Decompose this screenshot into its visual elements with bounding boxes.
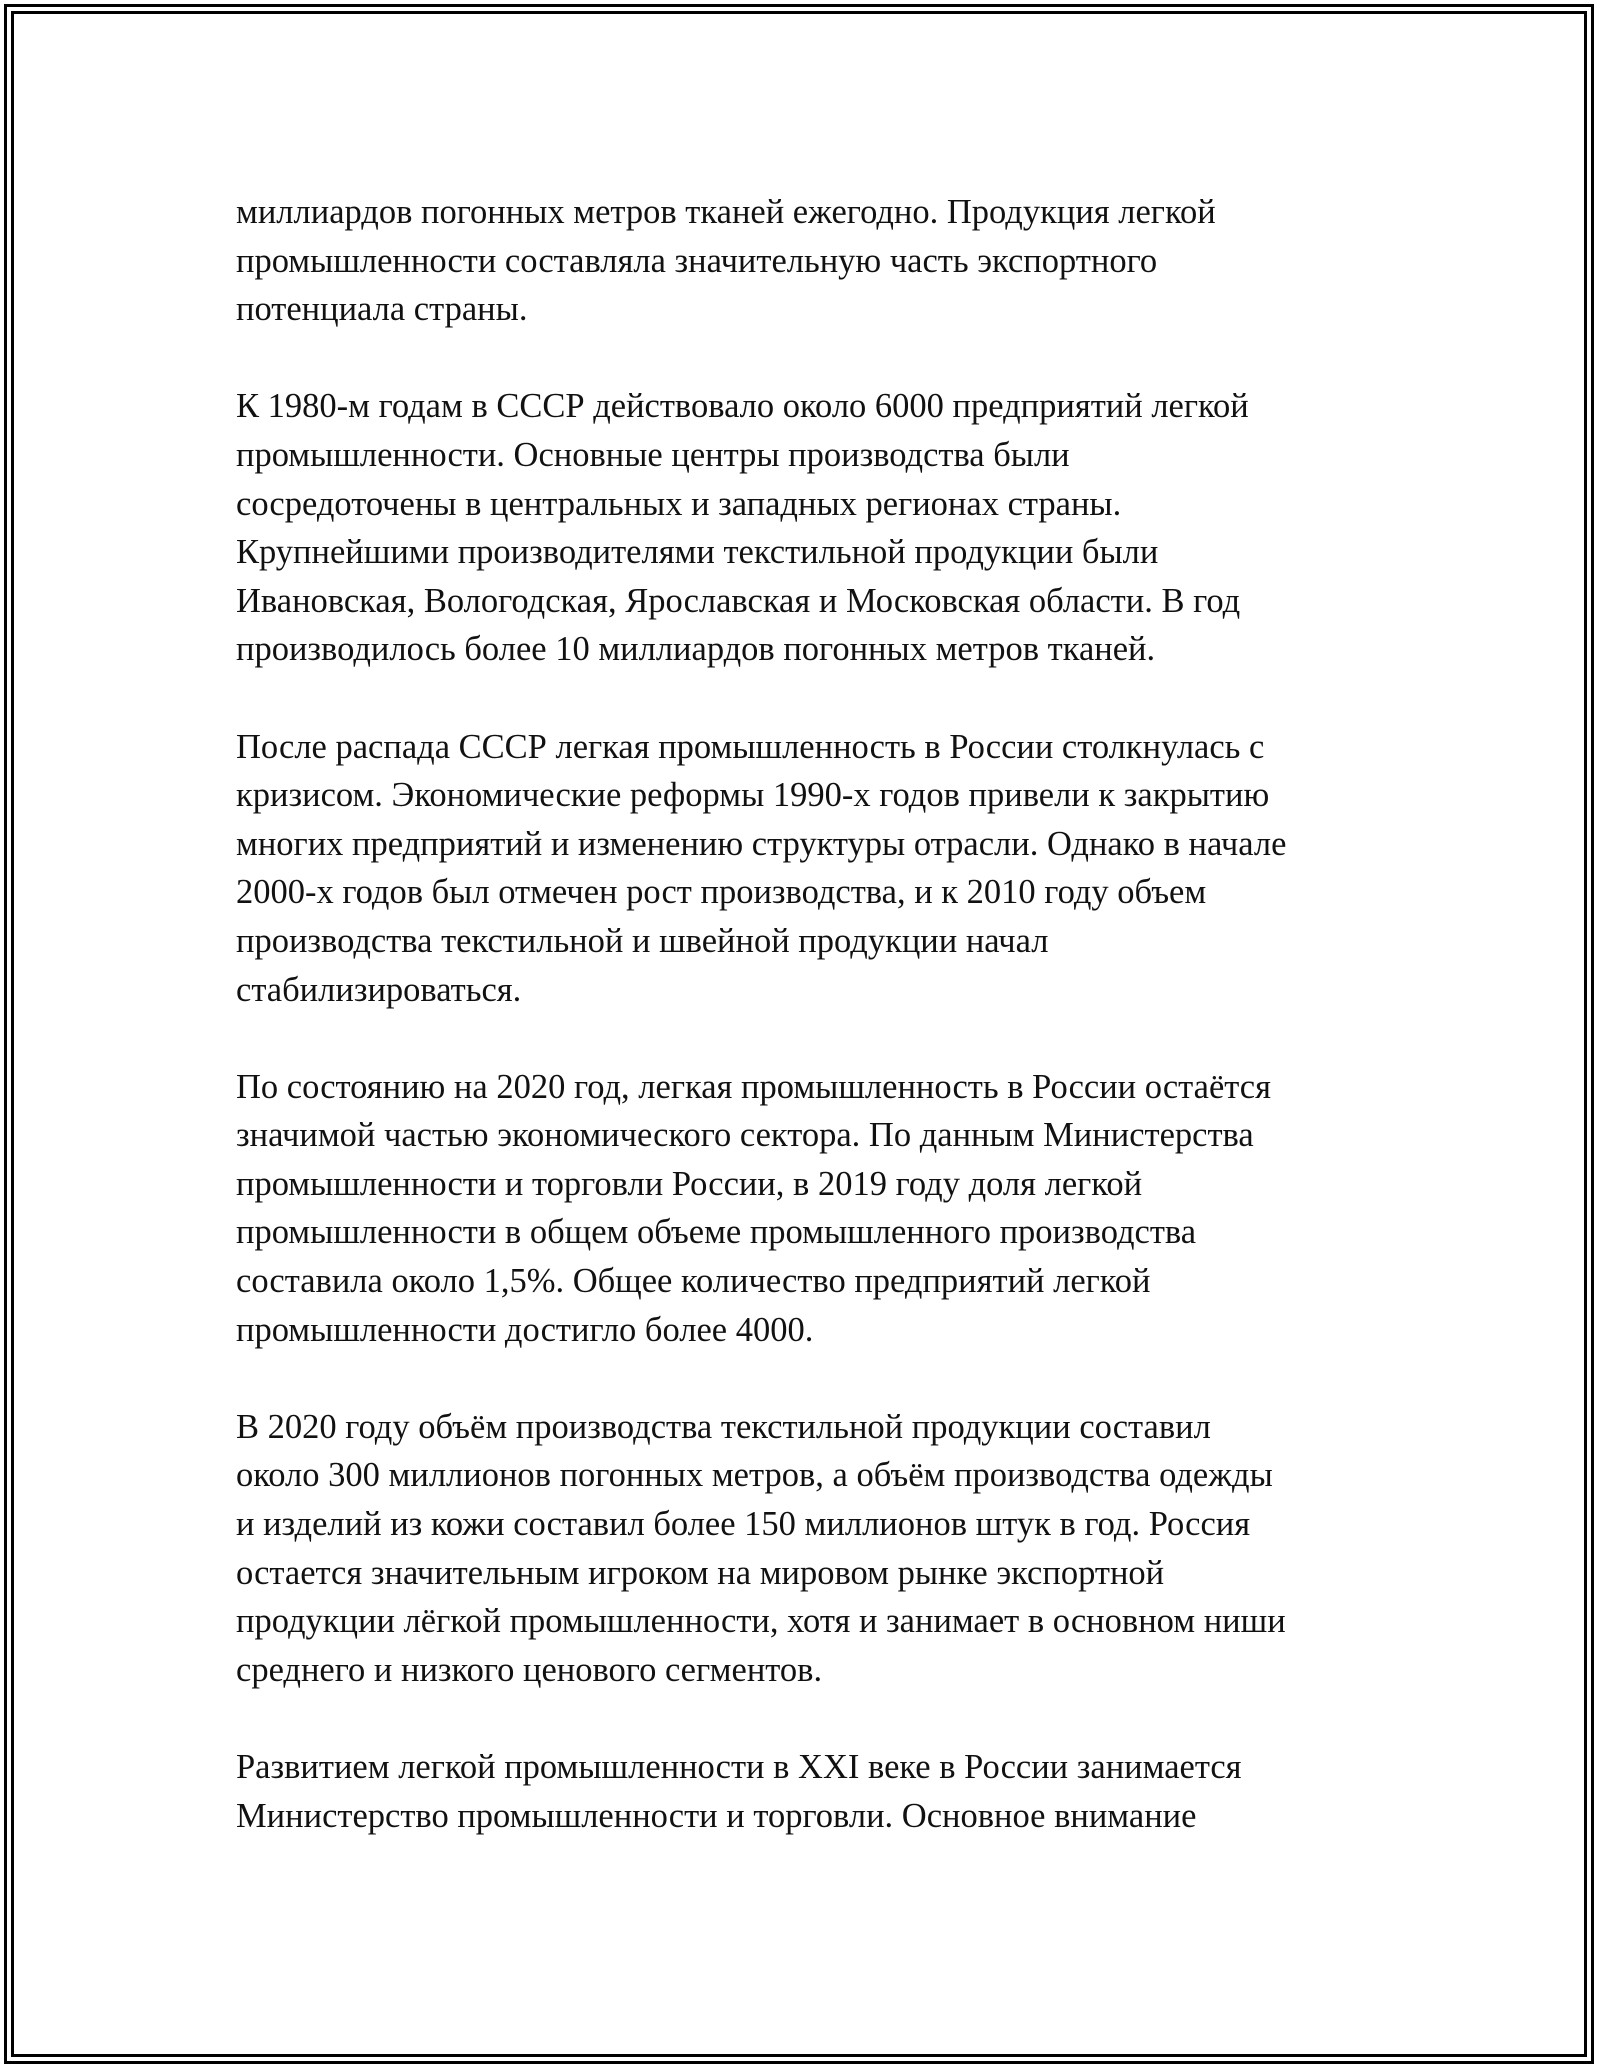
paragraph-2: К 1980-м годам в СССР действовало около 6000 предприятий легкой промышленности. Основные центры производства были сосредоточены в центральных и западных регионах страны. Крупнейшими производителями текстильной продукции были Ивановская, Вологодская, Ярославская и Московская области. В год производилось более 10 миллиардов погонных метров тканей.	[236, 387, 1249, 669]
paragraph-5: В 2020 году объём производства текстильной продукции составил около 300 миллионов погонных метров, а объём производства одежды и изделий из кожи составил более 150 миллионов штук в год. Россия остается значительным игроком на мировом рынке экспортной продукции лёгкой промышленности, хотя и занимает в основном ниши среднего и низкого ценового сегментов.	[236, 1407, 1286, 1689]
paragraph-4: По состоянию на 2020 год, легкая промышленность в России остаётся значимой частью экономического сектора. По данным Министерства промышленности и торговли России, в 2019 году доля легкой промышленности в общем объеме промышленного производства составила около 1,5%. Общее количество предприятий легкой промышленности достигло более 4000.	[236, 1067, 1271, 1349]
paragraph-1: миллиардов погонных метров тканей ежегодно. Продукция легкой промышленности составляла значительную часть экспортного потенциала страны.	[236, 193, 1216, 329]
paragraph-6: Развитием легкой промышленности в XXI веке в России занимается Министерство промышленности и торговли. Основное внимание	[236, 1748, 1242, 1835]
paragraph-3: После распада СССР легкая промышленность в России столкнулась с кризисом. Экономические реформы 1990-х годов привели к закрытию многих предприятий и изменению структуры отрасли. Однако в начале 2000-х годов был отмечен рост производства, и к 2010 году объем производства текстильной и швейной продукции начал стабилизироваться.	[236, 727, 1287, 1009]
document-body	[236, 188, 1366, 1840]
